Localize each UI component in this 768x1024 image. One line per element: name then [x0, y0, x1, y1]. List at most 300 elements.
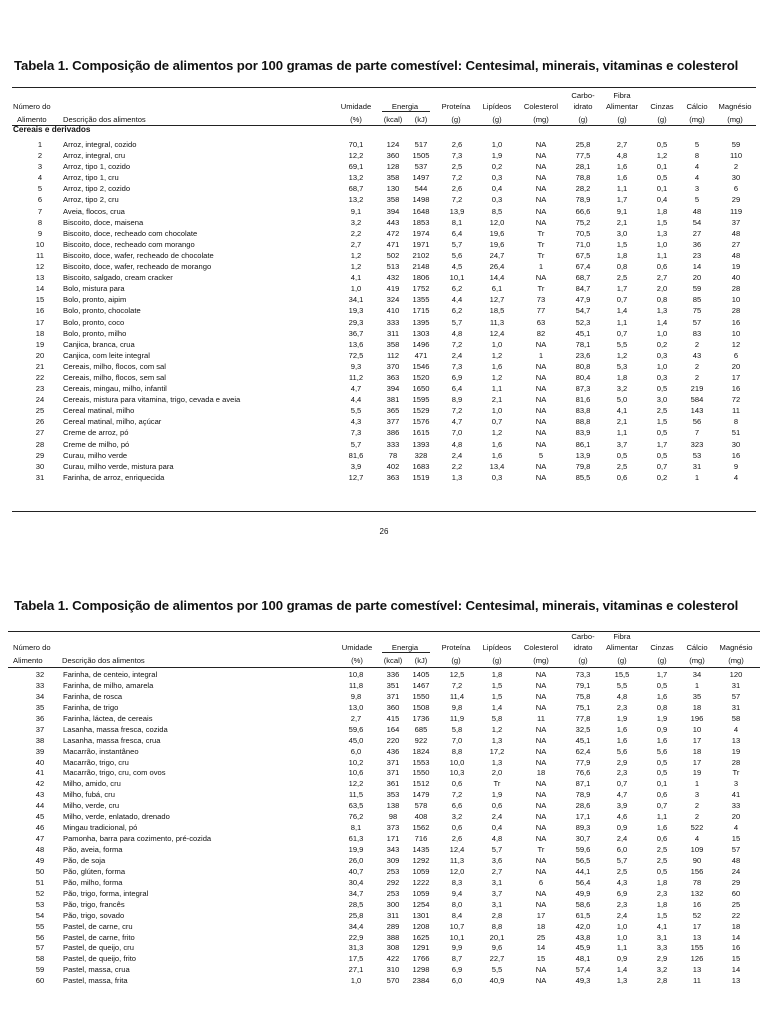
cell-cinzas: 1,6 [656, 823, 668, 833]
col-header-fibra-2: Alimentar [605, 643, 639, 652]
cell-umidade: 2,7 [350, 713, 362, 723]
cell-desc: Farinha, de trigo [63, 702, 119, 712]
cell-calcio: 109 [690, 845, 704, 854]
cell-fibra: 5,6 [616, 746, 628, 756]
cell-umidade: 11,5 [348, 790, 364, 800]
cell-kcal: 502 [386, 250, 400, 260]
cell-proteina: 7,3 [451, 151, 463, 161]
cell-carbo: 78,8 [575, 173, 591, 183]
cell-lipideos: 19,6 [489, 228, 505, 238]
cell-desc: Macarrão, trigo, cru, com ovos [63, 768, 166, 778]
cell-magnesio: 29 [731, 877, 741, 887]
cell-desc: Pastel, de carne, frito [63, 932, 135, 942]
cell-umidade: 9,3 [350, 361, 362, 371]
cell-colesterol: NA [535, 691, 547, 701]
cell-kj: 1222 [412, 877, 430, 887]
cell-carbo: 80,4 [575, 372, 591, 382]
cell-colesterol: 18 [536, 768, 546, 778]
cell-proteina: 2,5 [451, 162, 463, 172]
cell-num: 7 [37, 206, 43, 216]
cell-colesterol: NA [535, 757, 547, 767]
cell-proteina: 7,2 [451, 406, 463, 416]
cell-colesterol: NA [535, 866, 547, 876]
cell-kj: 1550 [412, 691, 430, 701]
cell-num: 19 [35, 339, 45, 349]
cell-fibra: 0,5 [616, 450, 628, 460]
cell-proteina: 6,9 [451, 965, 463, 975]
cell-desc: Pamonha, barra para cozimento, pré-cozida [63, 834, 212, 844]
cell-magnesio: 48 [731, 250, 741, 260]
cell-lipideos: 0,3 [491, 472, 503, 482]
cell-magnesio: 8 [733, 417, 739, 427]
cell-num: 20 [35, 350, 45, 360]
cell-calcio: 23 [692, 250, 702, 260]
cell-cinzas: 0,2 [656, 339, 668, 349]
cell-kj: 716 [414, 834, 428, 844]
cell-magnesio: 48 [731, 228, 741, 238]
cell-umidade: 69,1 [348, 162, 364, 172]
cell-kj: 1291 [412, 943, 430, 953]
table-row [0, 217, 768, 228]
table-row [0, 416, 768, 427]
table-row [0, 250, 768, 261]
cell-fibra: 9,1 [616, 206, 628, 216]
cell-calcio: 53 [692, 450, 702, 460]
cell-num: 25 [35, 406, 45, 416]
cell-magnesio: 14 [731, 965, 741, 975]
cell-kcal: 333 [386, 317, 400, 327]
cell-colesterol: NA [535, 680, 547, 690]
cell-num: 9 [37, 228, 43, 238]
cell-kcal: 336 [386, 670, 400, 679]
cell-num: 45 [35, 812, 45, 822]
cell-umidade: 6,0 [350, 746, 362, 756]
table-row [0, 789, 768, 800]
cell-proteina: 7,2 [451, 339, 463, 349]
cell-kcal: 363 [386, 472, 400, 482]
cell-carbo: 75,1 [575, 702, 591, 712]
col-unit-carbo: (g) [578, 656, 588, 665]
cell-kcal: 371 [386, 691, 400, 701]
cell-desc: Biscoito, doce, maisena [63, 217, 144, 227]
cell-carbo: 75,8 [575, 691, 591, 701]
cell-umidade: 10,2 [348, 757, 364, 767]
cell-fibra: 2,4 [616, 910, 628, 920]
cell-calcio: 5 [694, 140, 700, 149]
col-header-fibra-1: Fibra [613, 91, 631, 100]
cell-kcal: 358 [386, 173, 400, 183]
cell-calcio: 43 [692, 350, 702, 360]
cell-kj: 471 [414, 350, 428, 360]
cell-kj: 1519 [412, 472, 430, 482]
cell-colesterol: NA [535, 855, 547, 865]
energia-underline [382, 111, 430, 112]
cell-num: 3 [37, 162, 43, 172]
cell-colesterol: NA [535, 384, 547, 394]
cell-colesterol: NA [535, 140, 547, 149]
cell-calcio: 17 [692, 921, 702, 931]
cell-desc: Cereais, milho, flocos, sem sal [63, 372, 166, 382]
header-bottom-rule [12, 125, 756, 126]
cell-cinzas: 0,6 [656, 834, 668, 844]
col-header-colesterol: Colesterol [523, 102, 559, 111]
cell-proteina: 5,7 [451, 239, 463, 249]
cell-umidade: 45,0 [348, 735, 364, 745]
cell-colesterol: NA [535, 395, 547, 405]
cell-desc: Milho, verde, cru [63, 801, 120, 811]
table-row [0, 899, 768, 910]
col-header-fibra-2: Alimentar [605, 102, 639, 111]
cell-carbo: 56,5 [575, 855, 591, 865]
cell-num: 31 [35, 472, 45, 482]
cell-kcal: 253 [386, 866, 400, 876]
cell-fibra: 1,7 [616, 195, 628, 205]
cell-num: 41 [35, 768, 45, 778]
cell-fibra: 1,8 [616, 372, 628, 382]
cell-proteina: 0,6 [451, 779, 463, 789]
cell-kcal: 253 [386, 888, 400, 898]
cell-umidade: 13,0 [348, 702, 364, 712]
table-row [0, 975, 768, 986]
cell-calcio: 132 [690, 888, 704, 898]
cell-kcal: 394 [386, 384, 400, 394]
cell-kcal: 415 [386, 713, 400, 723]
cell-proteina: 4,4 [451, 295, 463, 305]
table-row [0, 964, 768, 975]
cell-proteina: 6,9 [451, 372, 463, 382]
table-row [0, 746, 768, 757]
col-header-desc: Descrição dos alimentos [63, 115, 146, 124]
cell-magnesio: 30 [731, 439, 741, 449]
cell-magnesio: 20 [731, 361, 741, 371]
cell-carbo: 42,0 [575, 921, 591, 931]
cell-magnesio: 41 [731, 790, 741, 800]
cell-magnesio: 10 [731, 295, 741, 305]
col-header-carbo-2: idrato [573, 643, 593, 652]
cell-magnesio: 16 [731, 450, 741, 460]
cell-num: 34 [35, 691, 45, 701]
cell-desc: Farinha, de centeio, integral [63, 670, 158, 679]
cell-magnesio: 119 [729, 206, 743, 216]
cell-calcio: 1 [694, 779, 700, 789]
cell-umidade: 4,1 [350, 273, 362, 283]
col-header-cinzas: Cinzas [650, 102, 674, 111]
cell-kcal: 360 [386, 702, 400, 712]
cell-fibra: 1,0 [616, 932, 628, 942]
table-row [0, 172, 768, 183]
cell-carbo: 61,5 [575, 910, 591, 920]
col-header-energia: Energia [391, 643, 419, 652]
cell-proteina: 10,1 [449, 932, 465, 942]
cell-umidade: 9,8 [350, 691, 362, 701]
cell-kj: 1303 [412, 328, 430, 338]
cell-proteina: 13,9 [449, 206, 465, 216]
cell-carbo: 17,1 [575, 812, 591, 822]
cell-carbo: 67,5 [575, 250, 591, 260]
cell-lipideos: 3,1 [491, 877, 503, 887]
cell-proteina: 11,9 [449, 713, 465, 723]
cell-umidade: 10,6 [348, 768, 364, 778]
cell-num: 1 [37, 140, 43, 149]
cell-proteina: 2,2 [451, 461, 463, 471]
cell-kcal: 78 [388, 450, 398, 460]
cell-fibra: 1,1 [616, 317, 628, 327]
cell-carbo: 52,3 [575, 317, 591, 327]
cell-calcio: 155 [690, 943, 704, 953]
cell-num: 37 [35, 724, 45, 734]
cell-cinzas: 0,5 [656, 384, 668, 394]
cell-umidade: 13,6 [348, 339, 364, 349]
cell-fibra: 3,0 [616, 228, 628, 238]
cell-calcio: 57 [692, 317, 702, 327]
cell-desc: Pastel, massa, frita [63, 976, 128, 986]
cell-num: 54 [35, 910, 45, 920]
cell-umidade: 22,9 [348, 932, 364, 942]
cell-proteina: 5,7 [451, 317, 463, 327]
cell-num: 16 [35, 306, 45, 316]
cell-calcio: 11 [693, 976, 701, 986]
cell-umidade: 12,7 [348, 472, 364, 482]
cell-carbo: 78,9 [575, 790, 591, 800]
cell-kcal: 402 [386, 461, 400, 471]
cell-kcal: 371 [386, 768, 400, 778]
table-title: Tabela 1. Composição de alimentos por 100 gramas de parte comestível: Centesimal, minerais, vitaminas e colesterol [14, 598, 739, 613]
cell-colesterol: NA [535, 361, 547, 371]
cell-calcio: 10 [692, 724, 702, 734]
cell-desc: Canjica, com leite integral [63, 350, 150, 360]
cell-kcal: 310 [386, 965, 400, 975]
cell-kcal: 128 [386, 162, 400, 172]
col-header-carbo-1: Carbo- [571, 91, 595, 100]
cell-kj: 1806 [412, 273, 430, 283]
cell-lipideos: 14,4 [489, 273, 505, 283]
cell-kj: 578 [414, 801, 428, 811]
cell-calcio: 18 [692, 702, 702, 712]
cell-calcio: 1 [694, 680, 700, 690]
cell-num: 33 [35, 680, 45, 690]
cell-magnesio: 16 [731, 384, 741, 394]
cell-magnesio: 33 [731, 801, 741, 811]
cell-proteina: 3,2 [451, 812, 463, 822]
cell-desc: Farinha, de milho, amarela [63, 680, 154, 690]
cell-lipideos: 12,7 [489, 295, 505, 305]
cell-kcal: 130 [386, 184, 400, 194]
cell-calcio: 8 [694, 151, 700, 161]
cell-fibra: 4,6 [616, 812, 628, 822]
table-row [0, 194, 768, 205]
cell-fibra: 1,1 [616, 184, 628, 194]
cell-umidade: 4,3 [350, 417, 362, 427]
cell-desc: Pão, glúten, forma [63, 866, 126, 876]
cell-proteina: 4,5 [451, 262, 463, 272]
cell-carbo: 76,6 [575, 768, 591, 778]
cell-kcal: 311 [386, 328, 400, 338]
cell-magnesio: 19 [731, 262, 741, 272]
cell-calcio: 2 [694, 801, 700, 811]
cell-cinzas: 0,5 [656, 757, 668, 767]
cell-num: 49 [35, 855, 45, 865]
cell-lipideos: 0,7 [491, 417, 503, 427]
cell-colesterol: 1 [538, 262, 544, 272]
cell-cinzas: 0,9 [656, 724, 668, 734]
cell-calcio: 75 [692, 306, 702, 316]
cell-desc: Biscoito, salgado, cream cracker [63, 273, 173, 283]
cell-lipideos: 5,7 [491, 845, 503, 854]
cell-colesterol: NA [535, 184, 547, 194]
cell-desc: Lasanha, massa fresca, cozida [63, 724, 168, 734]
cell-fibra: 0,8 [616, 262, 628, 272]
cell-fibra: 2,3 [616, 899, 628, 909]
cell-kj: 1301 [412, 910, 430, 920]
cell-carbo: 84,7 [575, 284, 591, 294]
cell-umidade: 30,4 [348, 877, 364, 887]
cell-proteina: 10,7 [449, 921, 465, 931]
cell-fibra: 1,0 [616, 921, 628, 931]
cell-umidade: 12,2 [348, 779, 364, 789]
table-row [0, 305, 768, 316]
cell-umidade: 19,9 [348, 845, 364, 854]
cell-num: 11 [36, 250, 44, 260]
cell-magnesio: 18 [731, 921, 741, 931]
cell-kcal: 358 [386, 339, 400, 349]
cell-cinzas: 0,2 [656, 472, 668, 482]
col-header-umidade: Umidade [341, 643, 373, 652]
cell-carbo: 49,9 [575, 888, 591, 898]
cell-colesterol: NA [535, 428, 547, 438]
cell-calcio: 27 [692, 228, 702, 238]
table-row [0, 317, 768, 328]
cell-fibra: 2,3 [616, 768, 628, 778]
cell-calcio: 59 [692, 284, 702, 294]
cell-kj: 1298 [412, 965, 430, 975]
cell-carbo: 59,6 [575, 845, 591, 854]
cell-num: 35 [35, 702, 45, 712]
cell-magnesio: 25 [731, 899, 741, 909]
cell-kj: 1395 [412, 317, 430, 327]
cell-cinzas: 1,6 [656, 691, 668, 701]
cell-proteina: 8,1 [451, 217, 463, 227]
col-unit-lipideos: (g) [492, 115, 502, 124]
cell-desc: Arroz, tipo 1, cozido [63, 162, 131, 172]
cell-calcio: 19 [692, 768, 702, 778]
cell-proteina: 6,2 [451, 306, 463, 316]
cell-proteina: 2,6 [451, 834, 463, 844]
cell-fibra: 1,6 [616, 735, 628, 745]
cell-kcal: 300 [386, 899, 400, 909]
cell-cinzas: 1,0 [656, 239, 668, 249]
cell-carbo: 56,4 [575, 877, 591, 887]
cell-magnesio: Tr [732, 768, 740, 778]
col-header-magnesio: Magnésio [718, 102, 752, 111]
cell-desc: Biscoito, doce, wafer, recheado de chocolate [63, 250, 214, 260]
table-row [0, 150, 768, 161]
cell-carbo: 85,5 [575, 472, 591, 482]
cell-umidade: 4,4 [350, 395, 362, 405]
cell-num: 40 [35, 757, 45, 767]
cell-umidade: 34,4 [348, 921, 364, 931]
cell-kj: 1254 [412, 899, 430, 909]
cell-desc: Curau, milho verde, mistura para [63, 461, 174, 471]
cell-lipideos: 26,4 [489, 262, 505, 272]
cell-kcal: 353 [386, 790, 400, 800]
cell-carbo: 13,9 [575, 450, 591, 460]
cell-colesterol: 77 [536, 306, 546, 316]
cell-kj: 328 [414, 450, 428, 460]
table-row [0, 844, 768, 855]
cell-fibra: 2,5 [616, 461, 628, 471]
cell-num: 14 [35, 284, 45, 294]
cell-kj: 537 [414, 162, 428, 172]
cell-carbo: 70,5 [575, 228, 591, 238]
cell-kj: 1576 [412, 417, 430, 427]
cell-lipideos: 1,4 [491, 702, 503, 712]
cell-umidade: 63,5 [348, 801, 364, 811]
table-row [0, 888, 768, 899]
table-row [0, 877, 768, 888]
cell-proteina: 6,2 [451, 284, 463, 294]
cell-fibra: 0,7 [616, 295, 628, 305]
table-row [0, 680, 768, 691]
cell-num: 8 [37, 217, 43, 227]
cell-calcio: 16 [692, 899, 702, 909]
cell-magnesio: 13 [731, 976, 741, 986]
cell-carbo: 79,8 [575, 461, 591, 471]
cell-kj: 1208 [412, 921, 430, 931]
cell-desc: Cereal matinal, milho [63, 406, 135, 416]
col-header-lipideos: Lipídeos [482, 643, 512, 652]
cell-calcio: 3 [694, 790, 700, 800]
cell-umidade: 72,5 [348, 350, 364, 360]
cell-cinzas: 5,6 [656, 746, 668, 756]
cell-num: 18 [35, 328, 45, 338]
cell-calcio: 14 [692, 262, 702, 272]
table-row [0, 294, 768, 305]
cell-fibra: 1,1 [616, 428, 628, 438]
cell-kcal: 443 [386, 217, 400, 227]
cell-calcio: 7 [694, 428, 700, 438]
cell-desc: Farinha, de rosca [63, 691, 123, 701]
cell-umidade: 10,8 [348, 670, 364, 679]
col-unit-kcal: (kcal) [383, 115, 403, 124]
cell-lipideos: 22,7 [489, 954, 505, 964]
cell-lipideos: 1,9 [491, 151, 503, 161]
col-header-num-2: Alimento [17, 115, 47, 124]
cell-fibra: 3,2 [616, 384, 628, 394]
cell-calcio: 2 [694, 812, 700, 822]
cell-carbo: 23,6 [575, 350, 591, 360]
cell-umidade: 9,1 [350, 206, 362, 216]
cell-num: 47 [35, 834, 45, 844]
cell-num: 43 [35, 790, 45, 800]
cell-num: 24 [35, 395, 45, 405]
cell-fibra: 1,3 [616, 976, 628, 986]
cell-colesterol: NA [535, 790, 547, 800]
header-bottom-rule [8, 667, 760, 668]
cell-colesterol: 73 [536, 295, 546, 305]
cell-kj: 1562 [412, 823, 430, 833]
table-row [0, 272, 768, 283]
cell-kj: 1435 [412, 845, 430, 854]
table-row [0, 427, 768, 438]
cell-desc: Biscoito, doce, wafer, recheado de morango [63, 262, 212, 272]
cell-cinzas: 0,1 [656, 779, 668, 789]
cell-umidade: 36,7 [348, 328, 364, 338]
table-row [0, 394, 768, 405]
cell-kcal: 436 [386, 746, 400, 756]
col-unit-calcio: (mg) [689, 656, 705, 665]
cell-calcio: 17 [692, 735, 702, 745]
cell-carbo: 45,9 [575, 943, 591, 953]
